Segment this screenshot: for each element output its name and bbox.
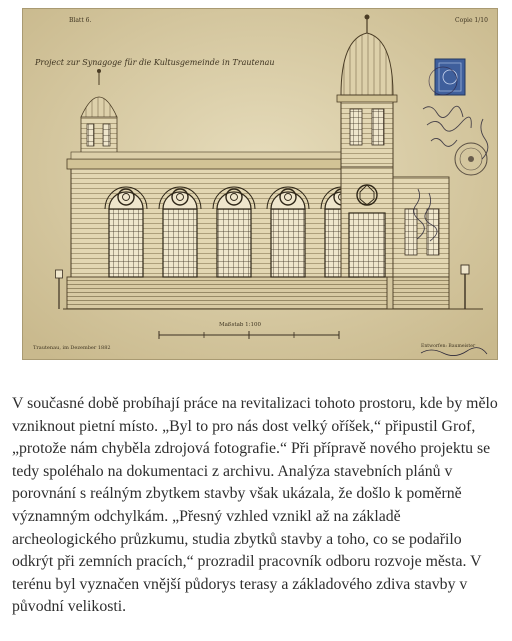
architect-signature-note: Entworfen: Baumeister [421, 344, 476, 349]
article-text [12, 393, 504, 619]
window-4 [267, 187, 309, 277]
window-1 [105, 187, 147, 277]
sheet-number: Blatt 6. [69, 17, 92, 24]
corner-note: Copie 1/10 [455, 17, 488, 24]
drawing-title: Project zur Synagoge für die Kultusgemeinde in Trautenau [35, 58, 275, 67]
scale-caption: Maßstab 1:100 [219, 322, 262, 328]
article-paragraph: V současné době probíhají práce na revitalizaci tohoto prostoru, kde by mělo vzniknout pietní místo. „Byl to pro nás dost velký oříšek,“ připustil Grof, „protože nám chyběla zdrojová fotografie.“ Při přípravě nového projektu se tedy spoléhalo na dokumentaci z archivu. Analýza stavebních plánů v porovnání s reálným zbytkem stavby však ukázala, že došlo k poměrně významným odchylkám. „Přesný vzhled vznikl až na základě archeologického průzkumu, studia zbytků stavby a toho, co se podařilo odkrýt při zemních pracích,“ prozradil pracovník odboru rozvoje města. V terénu byl vyznačen vnější půdorys terasy a základového zdiva stavby v původní velikosti. [12, 395, 498, 616]
window-3 [213, 187, 255, 277]
architectural-elevation-drawing [23, 9, 498, 360]
place-and-date: Trautenau, im Dezember 1882 [33, 345, 111, 351]
window-2 [159, 187, 201, 277]
synagogue-drawing-figure [22, 8, 498, 360]
right-wing [393, 177, 449, 309]
